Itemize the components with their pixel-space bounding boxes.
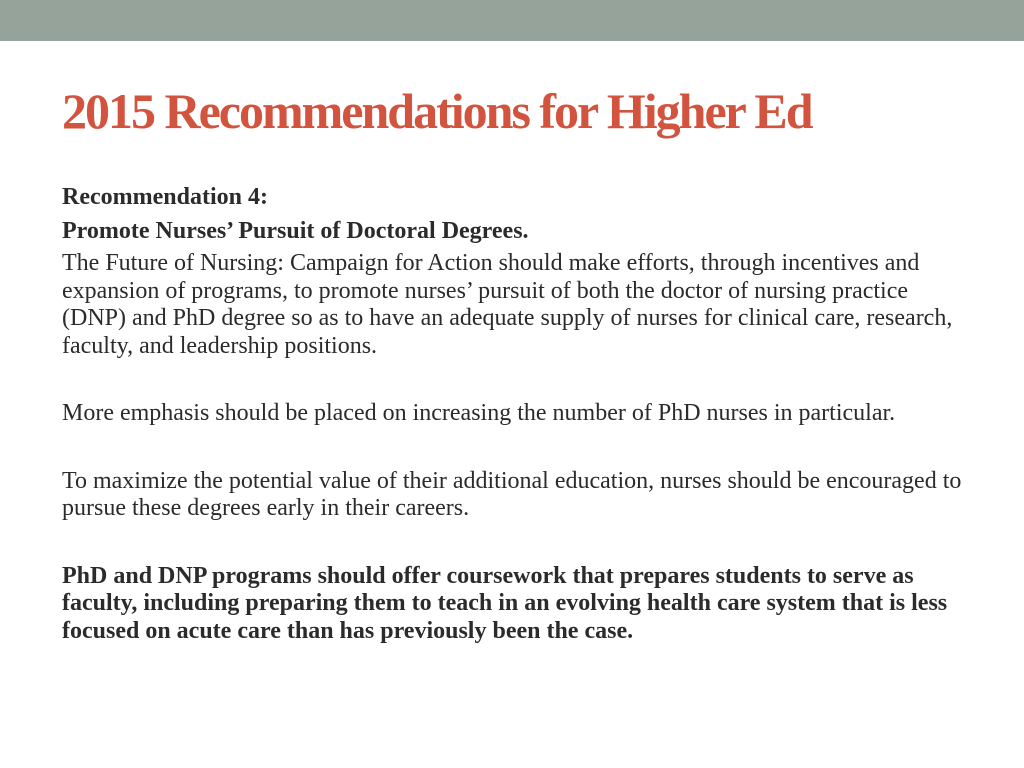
paragraph-faculty-coursework: PhD and DNP programs should offer coursework that prepares students to serve as faculty, including preparing them to teach in an evolving health care system that is less focused on acute care than has previously been the case.: [62, 562, 948, 644]
slide-title: 2015 Recommendations for Higher Ed: [62, 83, 812, 139]
slide-body: [62, 180, 972, 645]
top-accent-bar: [0, 0, 1024, 41]
paragraph-early-careers: To maximize the potential value of their additional education, nurses should be encouraged to pursue these degrees early in their careers.: [62, 467, 962, 521]
recommendation-label: Recommendation 4:: [62, 184, 268, 210]
paragraph-phd-emphasis: More emphasis should be placed on increasing the number of PhD nurses in particular.: [62, 400, 896, 426]
recommendation-heading: Promote Nurses’ Pursuit of Doctoral Degrees.: [62, 218, 529, 244]
paragraph-campaign: The Future of Nursing: Campaign for Action should make efforts, through incentives and expansion of programs, to promote nurses’ pursuit of both the doctor of nursing practice (DNP) and PhD degree so as to have an adequate supply of nurses for clinical care, research, faculty, and leadership positions.: [62, 250, 953, 359]
